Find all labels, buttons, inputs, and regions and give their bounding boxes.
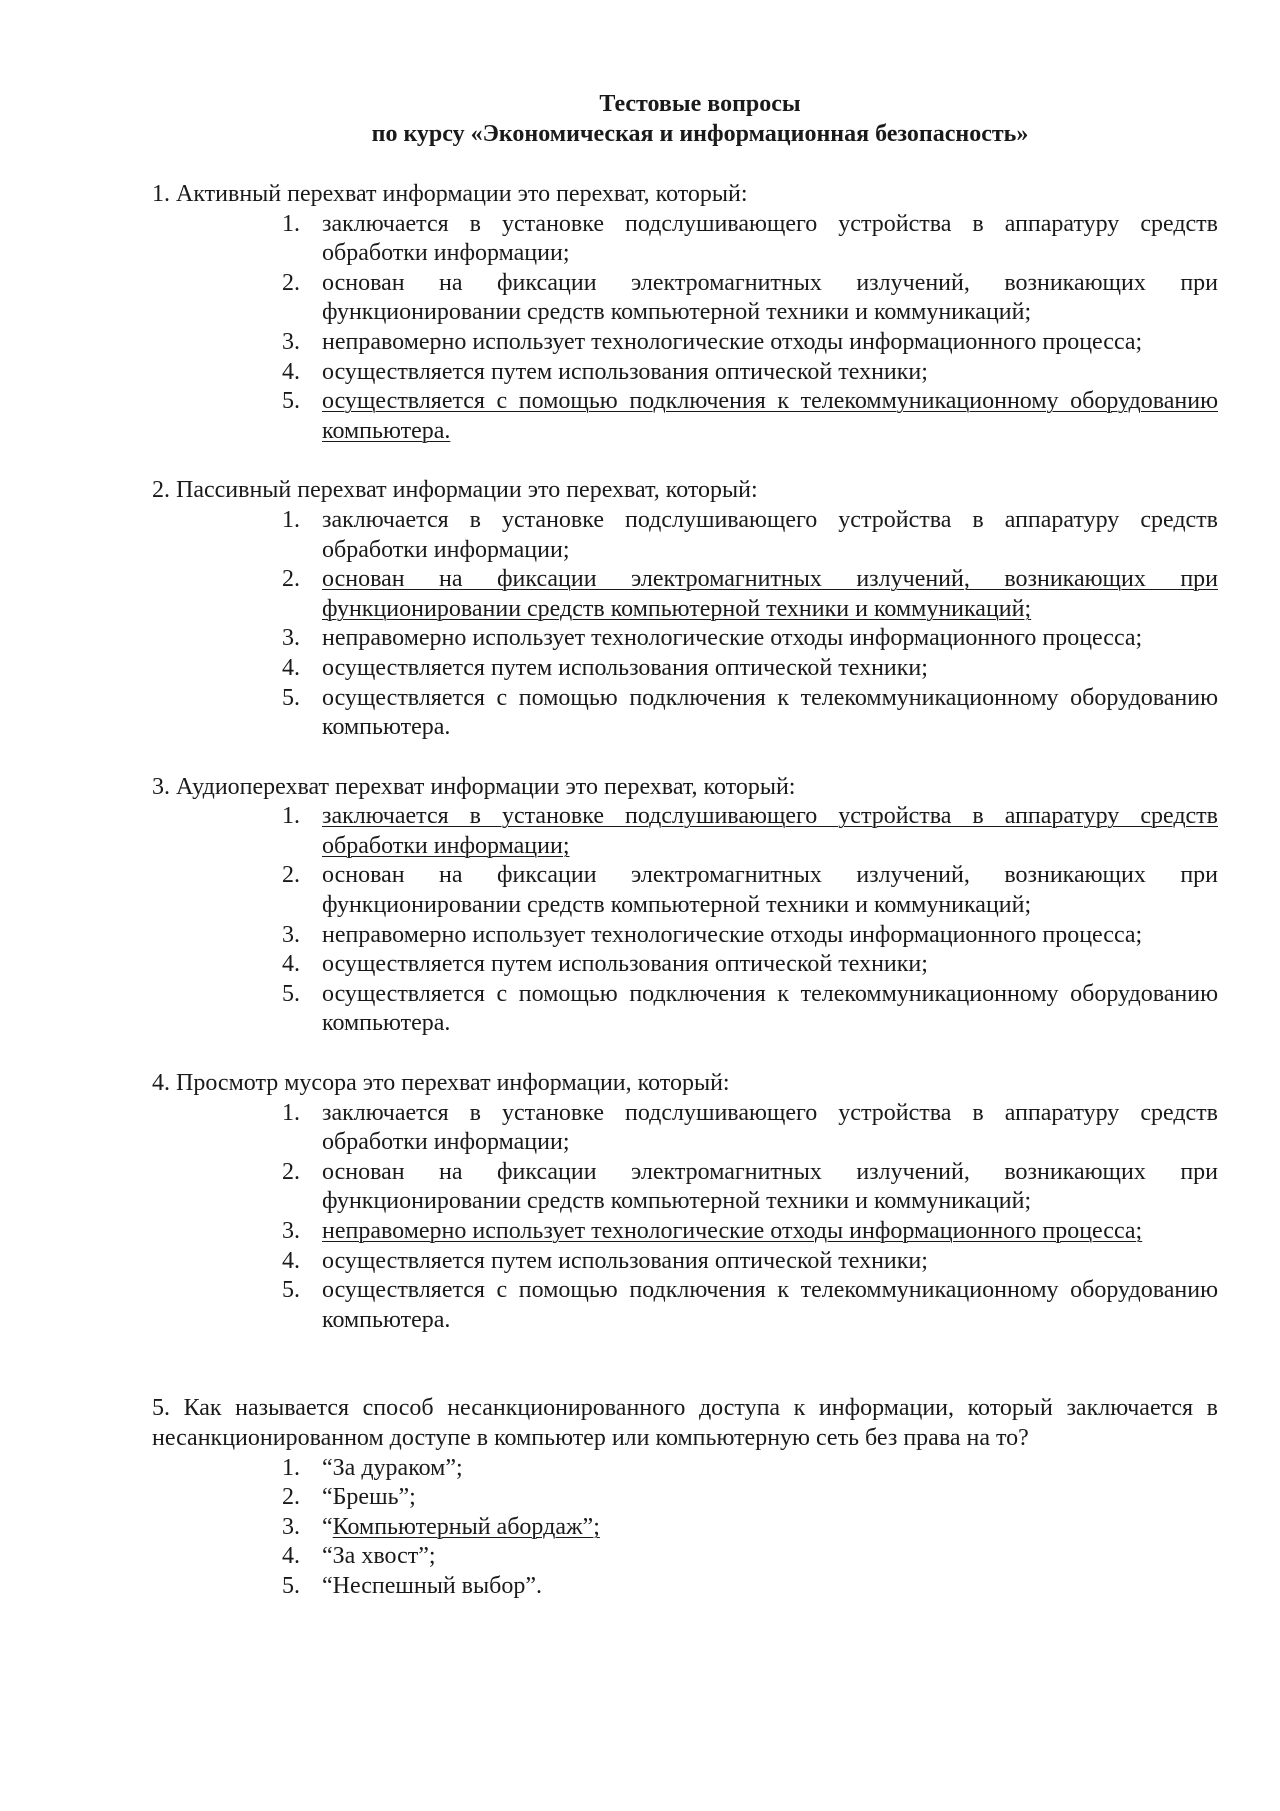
- title-line-1: Тестовые вопросы: [599, 91, 801, 117]
- answer-option: [152, 210, 1218, 269]
- option-number: 5.: [282, 1277, 300, 1304]
- answer-option: [152, 654, 1218, 684]
- correct-answer-option: [152, 1217, 1218, 1247]
- question-2: [152, 476, 1218, 742]
- correct-answer-option: [152, 802, 1218, 861]
- answer-option: [152, 684, 1218, 743]
- option-number: 3.: [282, 328, 300, 355]
- option-number: 4.: [282, 1543, 300, 1570]
- option-number: 1.: [282, 210, 300, 237]
- correct-answer-option: [152, 1513, 1218, 1543]
- correct-option-text: осуществляется с помощью подключения к телекоммуникационному оборудованию компьютера.: [322, 388, 1218, 444]
- option-text: основан на фиксации электромагнитных излучений, возникающих при функционировании средств компьютерной техники и коммуникаций;: [322, 862, 1218, 919]
- option-number: 5.: [282, 1572, 300, 1599]
- option-text: осуществляется с помощью подключения к телекоммуникационному оборудованию компьютера.: [322, 684, 1218, 741]
- document-page: [152, 90, 1218, 1602]
- option-number: 1.: [282, 1454, 300, 1481]
- option-number: 3.: [282, 921, 300, 948]
- title-line-2: по курсу «Экономическая и информационная безопасность»: [371, 121, 1029, 147]
- option-text: осуществляется путем использования оптической техники;: [322, 1247, 928, 1274]
- option-number: 4.: [282, 951, 300, 978]
- answer-option: [152, 269, 1218, 328]
- option-text: заключается в установке подслушивающего устройства в аппаратуру средств обработки информации;: [322, 506, 1218, 563]
- correct-option-text: неправомерно использует технологические отходы информационного процесса;: [322, 1218, 1143, 1244]
- option-number: 5.: [282, 388, 300, 415]
- option-number: 3.: [282, 1513, 300, 1540]
- question-text: 3. Аудиоперехват перехват информации это перехват, который:: [152, 773, 796, 800]
- answer-option: [152, 1158, 1218, 1217]
- option-text: неправомерно использует технологические отходы информационного процесса;: [322, 625, 1143, 652]
- option-number: 2.: [282, 269, 300, 296]
- answer-option: [152, 1276, 1218, 1335]
- answer-options: [152, 802, 1218, 1039]
- option-text: неправомерно использует технологические отходы информационного процесса;: [322, 921, 1143, 948]
- answer-option: [152, 921, 1218, 951]
- option-number: 2.: [282, 1484, 300, 1511]
- answer-option: [152, 980, 1218, 1039]
- answer-option: [152, 624, 1218, 654]
- option-number: 2.: [282, 566, 300, 593]
- question-3: [152, 773, 1218, 1039]
- option-number: 4.: [282, 1247, 300, 1274]
- option-text: осуществляется путем использования оптической техники;: [322, 951, 928, 978]
- correct-option-text: Компьютерный абордаж”;: [332, 1513, 600, 1540]
- answer-option: [152, 1247, 1218, 1277]
- option-text: заключается в установке подслушивающего устройства в аппаратуру средств обработки информации;: [322, 1099, 1218, 1156]
- option-number: 2.: [282, 1158, 300, 1185]
- correct-option-text: заключается в установке подслушивающего устройства в аппаратуру средств обработки информации;: [322, 803, 1218, 859]
- answer-options: [152, 1454, 1218, 1602]
- answer-options: [152, 506, 1218, 743]
- answer-option: [152, 506, 1218, 565]
- option-number: 3.: [282, 1218, 300, 1244]
- option-text: осуществляется путем использования оптической техники;: [322, 654, 928, 681]
- correct-answer-option: [152, 565, 1218, 624]
- correct-option-text: основан на фиксации электромагнитных излучений, возникающих при функционировании средств компьютерной техники и коммуникаций;: [322, 566, 1218, 622]
- option-number: 1.: [282, 506, 300, 533]
- answer-options: [152, 1099, 1218, 1336]
- question-1: [152, 180, 1218, 446]
- answer-option: [152, 861, 1218, 920]
- question-text: 2. Пассивный перехват информации это перехват, который:: [152, 477, 758, 504]
- answer-option: [152, 1542, 1218, 1572]
- option-number: 1.: [282, 803, 300, 830]
- correct-answer-option: [152, 387, 1218, 446]
- option-number: 2.: [282, 862, 300, 889]
- option-number: 4.: [282, 358, 300, 385]
- option-text-wrapper: [322, 1513, 1218, 1543]
- answer-option: [152, 950, 1218, 980]
- option-number: 3.: [282, 625, 300, 652]
- question-5: [152, 1394, 1218, 1601]
- option-text: осуществляется с помощью подключения к телекоммуникационному оборудованию компьютера.: [322, 1277, 1218, 1333]
- answer-option: [152, 328, 1218, 358]
- answer-option: [152, 1483, 1218, 1513]
- answer-option: [152, 358, 1218, 388]
- option-text: осуществляется путем использования оптической техники;: [322, 358, 928, 385]
- question-text: 1. Активный перехват информации это перехват, который:: [152, 181, 748, 207]
- option-number: 5.: [282, 684, 300, 711]
- question-text: 4. Просмотр мусора это перехват информации, который:: [152, 1070, 730, 1097]
- question-4: [152, 1069, 1218, 1335]
- option-text: “За хвост”;: [322, 1543, 436, 1570]
- option-text: заключается в установке подслушивающего устройства в аппаратуру средств обработки информации;: [322, 210, 1218, 267]
- answer-options: [152, 210, 1218, 447]
- option-text: осуществляется с помощью подключения к телекоммуникационному оборудованию компьютера.: [322, 980, 1218, 1037]
- option-text: неправомерно использует технологические отходы информационного процесса;: [322, 328, 1143, 355]
- option-number: 5.: [282, 980, 300, 1007]
- answer-option: [152, 1099, 1218, 1158]
- option-text: “Брешь”;: [322, 1484, 416, 1511]
- option-text: “Неспешный выбор”.: [322, 1572, 542, 1599]
- document-title: [182, 90, 1218, 150]
- option-text: “За дураком”;: [322, 1454, 463, 1481]
- option-text: основан на фиксации электромагнитных излучений, возникающих при функционировании средств компьютерной техники и коммуникаций;: [322, 269, 1218, 326]
- answer-option: [152, 1572, 1218, 1602]
- answer-option: [152, 1454, 1218, 1484]
- option-text: основан на фиксации электромагнитных излучений, возникающих при функционировании средств компьютерной техники и коммуникаций;: [322, 1158, 1218, 1215]
- option-quote-prefix: “: [322, 1513, 333, 1540]
- option-number: 4.: [282, 654, 300, 681]
- question-text: 5. Как называется способ несанкционированного доступа к информации, который заключается в несанкционированном доступе в компьютер или компьютерную сеть без права на то?: [152, 1395, 1218, 1451]
- option-number: 1.: [282, 1099, 300, 1126]
